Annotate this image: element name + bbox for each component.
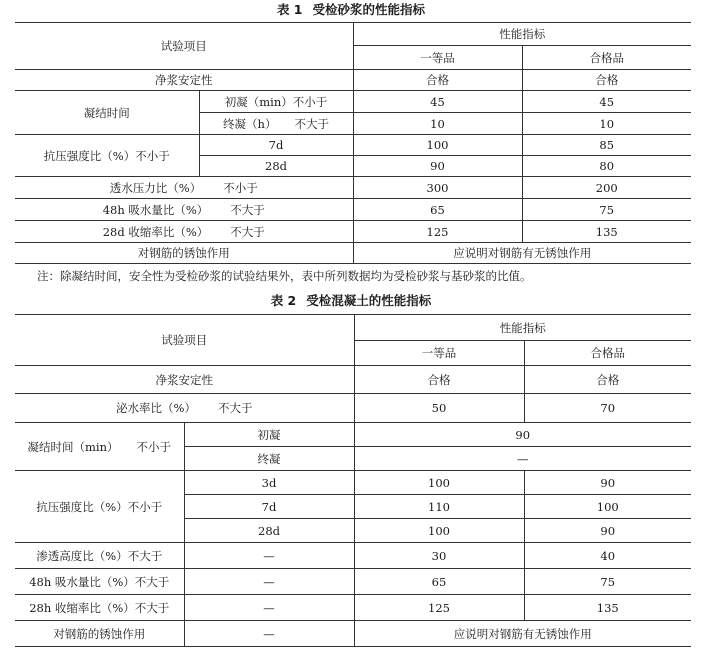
t1-header-grade1: 一等品 <box>353 46 522 70</box>
t2-shrinkage-v1: 125 <box>354 595 524 621</box>
t2-corrosion-value: 应说明对钢筋有无锈蚀作用 <box>354 621 691 647</box>
t2-bleeding-cell <box>15 394 354 423</box>
t2-row-setting-initial <box>15 423 691 447</box>
t1-absorption-label: 48h 吸水量比（%） <box>102 202 209 217</box>
t2-compressive-3d-v2: 90 <box>524 471 691 495</box>
t2-shrinkage-v2: 135 <box>524 595 691 621</box>
t2-compressive-7d-v1: 110 <box>354 495 524 519</box>
t1-row-absorption <box>15 199 691 221</box>
t2-setting-final-value: — <box>354 447 691 471</box>
t2-stability-v1: 合格 <box>354 366 524 394</box>
t2-bleeding-limit: 不大于 <box>217 401 253 415</box>
t2-setting-initial-label: 初凝 <box>184 423 354 447</box>
t2-compressive-28d-v1: 100 <box>354 519 524 543</box>
t1-row-stability <box>15 70 691 91</box>
t1-header-indicator: 性能指标 <box>353 23 691 46</box>
t1-absorption-v1: 65 <box>353 199 522 221</box>
t1-row-shrinkage <box>15 221 691 243</box>
t2-compressive-28d-age: 28d <box>184 519 354 543</box>
t1-permeability-cell <box>15 177 353 199</box>
t2-stability-v2: 合格 <box>524 366 691 394</box>
t1-compressive-label: 抗压强度比（%）不小于 <box>15 135 199 177</box>
table2-title <box>0 292 702 310</box>
t1-row-setting-initial <box>15 91 691 113</box>
t1-compressive-28d-age: 28d <box>199 156 353 177</box>
t1-permeability-limit: 不小于 <box>223 180 258 195</box>
table1-title <box>0 1 702 19</box>
t2-row-corrosion <box>15 621 691 647</box>
table2-number: 表 2 <box>270 293 297 308</box>
t2-penetration-label: 渗透高度比（%）不大于 <box>15 543 184 569</box>
t2-compressive-7d-v2: 100 <box>524 495 691 519</box>
t2-stability-label: 净浆安定性 <box>15 366 354 394</box>
t1-permeability-v1: 300 <box>353 177 522 199</box>
t1-shrinkage-v2: 135 <box>522 221 691 243</box>
t1-stability-label: 净浆安定性 <box>15 70 353 91</box>
t1-shrinkage-limit: 不大于 <box>230 224 265 239</box>
table1 <box>15 22 691 264</box>
t2-compressive-label: 抗压强度比（%）不小于 <box>15 471 184 543</box>
t1-setting-initial-label: 初凝（min）不小于 <box>199 91 353 113</box>
t2-row-penetration <box>15 543 691 569</box>
t1-absorption-cell <box>15 199 353 221</box>
t2-bleeding-label: 泌水率比（%） <box>116 401 196 415</box>
t2-row-compressive-3d <box>15 471 691 495</box>
table2-title-text: 受检混凝土的性能指标 <box>306 293 432 308</box>
t2-row-stability <box>15 366 691 394</box>
t2-header-indicator: 性能指标 <box>354 315 691 341</box>
t2-penetration-mid: — <box>184 543 354 569</box>
t2-header-grade2: 合格品 <box>524 341 691 366</box>
t2-setting-label: 凝结时间（min） <box>27 439 119 454</box>
t2-penetration-v2: 40 <box>524 543 691 569</box>
t2-setting-final-label: 终凝 <box>184 447 354 471</box>
t2-absorption-v1: 65 <box>354 569 524 595</box>
t2-corrosion-mid: — <box>184 621 354 647</box>
t1-header-item: 试验项目 <box>15 23 353 70</box>
table1-number: 表 1 <box>276 2 303 17</box>
t1-shrinkage-label: 28d 收缩率比（%） <box>102 224 209 239</box>
t1-setting-initial-v2: 45 <box>522 91 691 113</box>
t1-corrosion-value: 应说明对钢筋有无锈蚀作用 <box>353 243 691 264</box>
table2 <box>15 314 691 647</box>
t2-row-bleeding <box>15 394 691 423</box>
t1-compressive-7d-age: 7d <box>199 135 353 156</box>
t1-absorption-v2: 75 <box>522 199 691 221</box>
t2-penetration-v1: 30 <box>354 543 524 569</box>
t2-header-grade1: 一等品 <box>354 341 524 366</box>
t1-setting-final-cell <box>199 113 353 135</box>
t1-setting-label: 凝结时间 <box>15 91 199 135</box>
t1-compressive-28d-v1: 90 <box>353 156 522 177</box>
t2-setting-initial-value: 90 <box>354 423 691 447</box>
t1-setting-initial-v1: 45 <box>353 91 522 113</box>
t2-compressive-28d-v2: 90 <box>524 519 691 543</box>
t2-compressive-3d-v1: 100 <box>354 471 524 495</box>
t2-compressive-3d-age: 3d <box>184 471 354 495</box>
t1-stability-v1: 合格 <box>353 70 522 91</box>
t1-row-permeability <box>15 177 691 199</box>
t1-compressive-7d-v1: 100 <box>353 135 522 156</box>
t2-bleeding-v1: 50 <box>354 394 524 423</box>
t1-setting-final-limit: 不大于 <box>294 116 329 131</box>
t2-corrosion-label: 对钢筋的锈蚀作用 <box>15 621 184 647</box>
t2-setting-limit: 不小于 <box>136 439 171 454</box>
t1-setting-final-label: 终凝（h） <box>223 116 277 131</box>
t2-shrinkage-label: 28h 收缩率比（%）不大于 <box>15 595 184 621</box>
t1-row-corrosion <box>15 243 691 264</box>
t2-absorption-v2: 75 <box>524 569 691 595</box>
t1-permeability-label: 透水压力比（%） <box>109 180 202 195</box>
t1-shrinkage-v1: 125 <box>353 221 522 243</box>
t1-absorption-limit: 不大于 <box>230 202 265 217</box>
t2-absorption-mid: — <box>184 569 354 595</box>
t2-header-item: 试验项目 <box>15 315 354 366</box>
t1-stability-v2: 合格 <box>522 70 691 91</box>
t1-header-grade2: 合格品 <box>522 46 691 70</box>
t1-setting-final-v1: 10 <box>353 113 522 135</box>
t2-row-shrinkage <box>15 595 691 621</box>
t1-shrinkage-cell <box>15 221 353 243</box>
t1-corrosion-label: 对钢筋的锈蚀作用 <box>15 243 353 264</box>
t2-row-absorption <box>15 569 691 595</box>
table1-title-text: 受检砂浆的性能指标 <box>312 2 426 17</box>
t1-setting-final-v2: 10 <box>522 113 691 135</box>
t2-bleeding-v2: 70 <box>524 394 691 423</box>
table1-note: 注：除凝结时间，安全性为受检砂浆的试验结果外，表中所列数据均为受检砂浆与基砂浆的比值。 <box>37 269 532 283</box>
t2-shrinkage-mid: — <box>184 595 354 621</box>
t1-permeability-v2: 200 <box>522 177 691 199</box>
t1-compressive-7d-v2: 85 <box>522 135 691 156</box>
t1-row-compressive-7d <box>15 135 691 156</box>
t1-compressive-28d-v2: 80 <box>522 156 691 177</box>
t2-setting-cell <box>15 423 184 471</box>
t2-compressive-7d-age: 7d <box>184 495 354 519</box>
t2-absorption-label: 48h 吸水量比（%）不大于 <box>15 569 184 595</box>
